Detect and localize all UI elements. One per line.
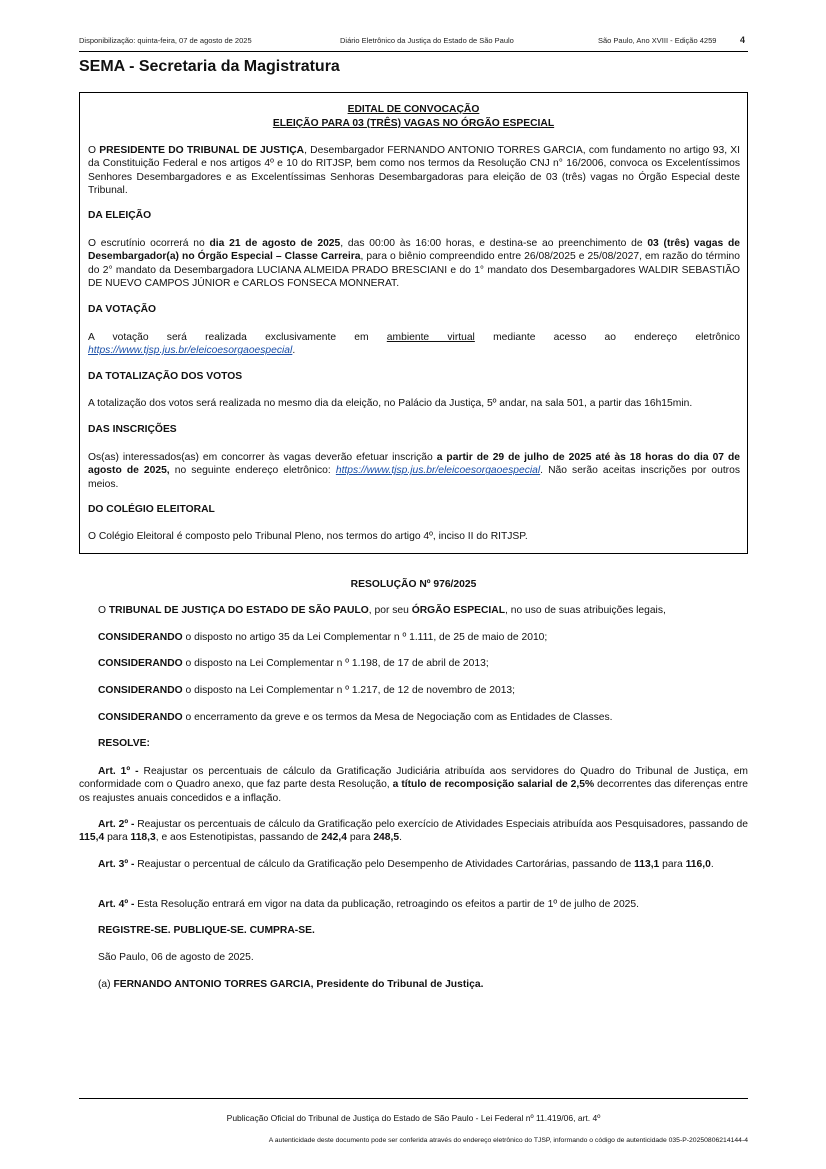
registre-line: REGISTRE-SE. PUBLIQUE-SE. CUMPRA-SE. (98, 925, 315, 936)
article-3: Art. 3º - Reajustar o percentual de cálculo da Gratificação pelo Desempenho de Atividades Cartorárias, passando de 113,1 para 116,0. (98, 859, 714, 870)
heading-inscricoes: DAS INSCRIÇÕES (88, 424, 177, 435)
edital-subtitle: ELEIÇÃO PARA 03 (TRÊS) VAGAS NO ÓRGÃO ESPECIAL (272, 118, 555, 129)
signature: (a) FERNANDO ANTONIO TORRES GARCIA, Presidente do Tribunal de Justiça. (98, 979, 484, 990)
header-edition: São Paulo, Ano XVIII - Edição 4259 (598, 36, 717, 45)
resolve-label: RESOLVE: (98, 738, 150, 749)
paragraph-totalizacao: A totalização dos votos será realizada no mesmo dia da eleição, no Palácio da Justiça, 5º andar, na sala 501, a partir das 16h15min. (88, 398, 693, 409)
resolucao-title: RESOLUÇÃO Nº 976/2025 (350, 579, 477, 590)
edital-intro: O PRESIDENTE DO TRIBUNAL DE JUSTIÇA, Desembargador FERNANDO ANTONIO TORRES GARCIA, com fundamento no artigo 93, XI da Constituição Federal e nos artigos 4º e 10 do RITJSP, bem como nos termos da Resolução CNJ n° 16/2006, convoca os Excelentíssimos Senhores Desembargadores e as Excelentíssimas Senhoras Desembargadoras para eleição de 03 (três) vagas no Órgão Especial deste Tribunal. (88, 145, 740, 196)
place-date: São Paulo, 06 de agosto de 2025. (98, 952, 254, 963)
heading-colegio: DO COLÉGIO ELEITORAL (88, 504, 215, 515)
article-1: Art. 1º - Reajustar os percentuais de cálculo da Gratificação Judiciária atribuída aos servidores do Quadro do Tribunal de Justiça, em conformidade com o Quadro anexo, que faz parte desta Resolução, a título de recomposição salarial de 2,5% decorrentes das diferenças entre os reajustes anuais concedidos e a inflação. (79, 766, 748, 804)
link-inscricao[interactable]: https://www.tjsp.jus.br/eleicoesorgaoespecial (335, 465, 541, 477)
paragraph-inscricoes: Os(as) interessados(as) em concorrer às vagas deverão efetuar inscrição a partir de 29 de julho de 2025 até às 18 horas do dia 07 de agosto de 2025, no seguinte endereço eletrônico: https://www.tjsp.jus.br/eleicoesorgaoespecial. Não serão aceitas inscrições por outros meios. (88, 452, 741, 490)
header-date: Disponibilização: quinta-feira, 07 de agosto de 2025 (79, 36, 252, 45)
link-eleicao[interactable]: https://www.tjsp.jus.br/eleicoesorgaoespecial (88, 345, 293, 357)
footer-divider (79, 1098, 748, 1099)
paragraph-colegio: O Colégio Eleitoral é composto pelo Tribunal Pleno, nos termos do artigo 4º, inciso II do RITJSP. (88, 531, 528, 542)
section-title: SEMA - Secretaria da Magistratura (79, 58, 340, 75)
heading-votacao: DA VOTAÇÃO (88, 304, 157, 315)
paragraph-eleicao: O escrutínio ocorrerá no dia 21 de agosto de 2025, das 00:00 às 16:00 horas, e destina-se ao preenchimento de 03 (três) vagas de Desembargador(a) no Órgão Especial – Classe Carreira, para o biênio compreendido entre 26/08/2025 e 25/08/2027, em razão do término do 2° mandato da Desembargadora LUCIANA ALMEIDA PRADO BRESCIANI e do 1° mandato dos Desembargadores WALDIR SEBASTIÃO DE NUEVO CAMPOS JÚNIOR e CARLOS FONSECA MONNERAT. (88, 238, 741, 289)
edital-title: EDITAL DE CONVOCAÇÃO (347, 104, 480, 115)
considerando-4: CONSIDERANDO o encerramento da greve e os termos da Mesa de Negociação com as Entidades de Classes. (98, 712, 613, 723)
page-number: 4 (740, 35, 746, 45)
considerando-1: CONSIDERANDO o disposto no artigo 35 da Lei Complementar n º 1.111, de 25 de maio de 2010; (98, 632, 548, 643)
considerando-2: CONSIDERANDO o disposto na Lei Complementar n º 1.198, de 17 de abril de 2013; (98, 658, 489, 669)
article-4: Art. 4º - Esta Resolução entrará em vigor na data da publicação, retroagindo os efeitos a partir de 1º de julho de 2025. (98, 899, 639, 910)
footer-publication: Publicação Oficial do Tribunal de Justiça do Estado de São Paulo - Lei Federal nº 11.419/06, art. 4º (226, 1113, 601, 1123)
resolucao-intro: O TRIBUNAL DE JUSTIÇA DO ESTADO DE SÃO PAULO, por seu ÓRGÃO ESPECIAL, no uso de suas atribuições legais, (98, 605, 666, 616)
article-2: Art. 2º - Reajustar os percentuais de cálculo da Gratificação pelo exercício de Atividades Especiais atribuída aos Pesquisadores, passando de 115,4 para 118,3, e aos Estenotipistas, passando de 242,4 para 248,5. (79, 819, 748, 844)
heading-eleicao: DA ELEIÇÃO (88, 210, 152, 221)
heading-totalizacao: DA TOTALIZAÇÃO DOS VOTOS (88, 371, 243, 382)
considerando-3: CONSIDERANDO o disposto na Lei Complementar n º 1.217, de 12 de novembro de 2013; (98, 685, 516, 696)
footer-authenticity: A autenticidade deste documento pode ser conferida através do endereço eletrônico do TJSP, informando o código de autenticidade 035-P-20250806214144-4 (268, 1137, 748, 1144)
header-journal: Diário Eletrônico da Justiça do Estado de São Paulo (340, 36, 514, 45)
paragraph-votacao: A votação será realizada exclusivamente em ambiente virtual mediante acesso ao endereço eletrônico https://www.tjsp.jus.br/eleicoesorgaoespecial. (88, 332, 741, 357)
header-divider (79, 51, 748, 52)
